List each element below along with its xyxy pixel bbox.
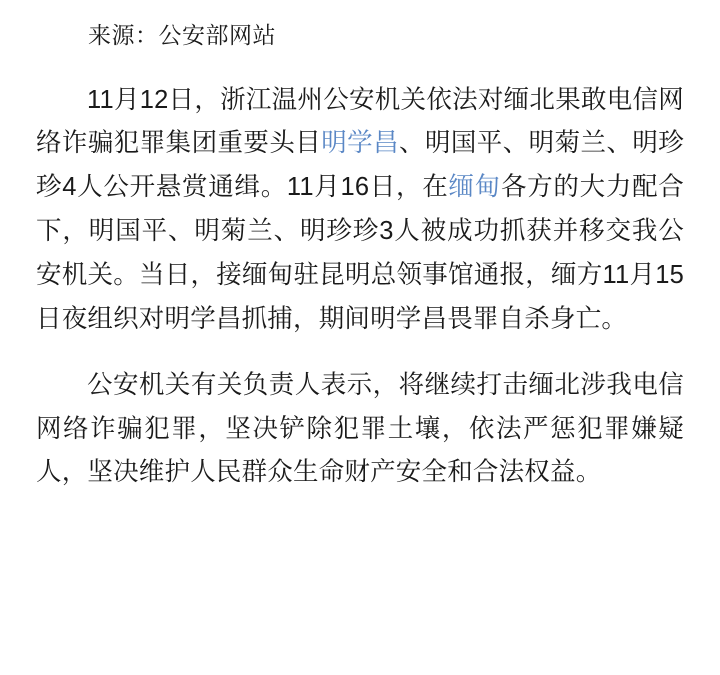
entity-link-myanmar[interactable]: 缅甸: [448, 173, 501, 202]
paragraph-1: [36, 79, 684, 342]
entity-link-ming-xue-chang[interactable]: 明学昌: [321, 129, 400, 158]
text-run: 公安机关有关负责人表示，将继续打击缅北涉我电信网络诈骗犯罪，坚决铲除犯罪土壤，依法严惩犯罪嫌疑人，坚决维护人民群众生命财产安全和合法权益。: [36, 370, 684, 487]
article-source: 来源：公安部网站: [88, 22, 276, 48]
paragraph-2: [36, 364, 684, 496]
text-run: 各方的大力配合下，明国平、明菊兰、明珍珍3人被成功抓获并移交我公安机关。当日，接缅甸驻昆明总领事馆通报，缅方11月15日夜组织对明学昌抓捕，期间明学昌畏罪自杀身亡。: [36, 173, 684, 333]
text-run: 11月12日，浙江温州公安机关依法对缅北果敢电信网络诈骗犯罪集团重要头目: [36, 85, 684, 158]
text-run: 、明国平、明菊兰、明珍珍4人公开悬赏通缉。11月16日，在: [36, 129, 685, 202]
article-body: [36, 79, 684, 496]
